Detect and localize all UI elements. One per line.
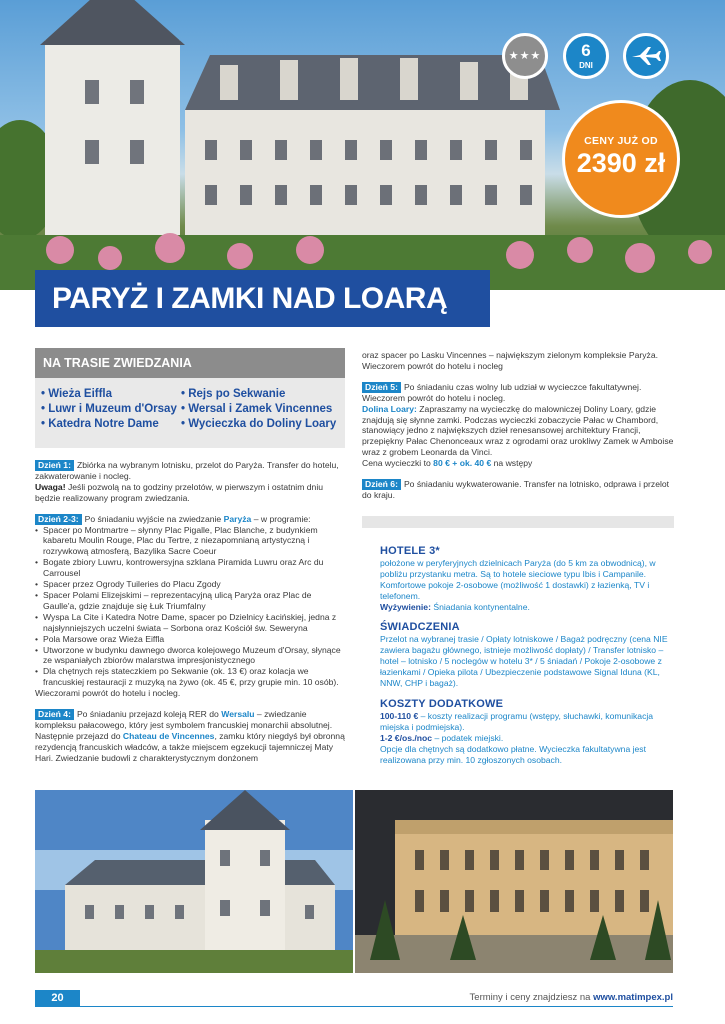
price-text-end: na wstępy	[491, 458, 533, 469]
hotel-section	[380, 546, 677, 612]
day-5-loire	[362, 404, 674, 459]
page-number: 20	[35, 990, 80, 1007]
day-4	[35, 709, 345, 764]
loire-label: Dolina Loary:	[362, 403, 417, 414]
loire-text: Zapraszamy na wycieczkę do malowniczej Doliny Loary, gdzie znajdują się słynne zamki. Podczas wycieczki zobaczycie Pałac w Chambord, stanowiący jedno z największych dzieł renesansowej architektury Francji, przepiękny Pałac Chenonceaux wraz z ogrodami oraz urokliwy Zamek w Amboise wraz z grobem Leonarda da Vinci.	[362, 403, 674, 458]
day-2-label: Dzień 2-3:	[35, 514, 82, 525]
services-text: Przelot na wybranej trasie / Opłaty lotniskowe / Bagaż podręczny (cena NIE zawiera bagażu głównego, istnieje możliwość dopłaty) / Transfer lotnisko – hotel – lotnisko / 5 noclegów w hotelu 3* / 5 śniadań / Pokoje 2-osobowe z łazienkami / Opieka pilota / Ubezpieczenie podstawowe Signal Iduna (KL, NNW, CHP i bagaż).	[380, 633, 668, 688]
price-label: CENY JUŻ OD	[584, 135, 658, 147]
costs-heading: KOSZTY DODATKOWE	[380, 698, 504, 710]
page-title: PARYŻ I ZAMKI NAD LOARĄ	[52, 282, 448, 315]
route-box	[35, 348, 345, 448]
day-4-text-c: , zamku który niegdyś był obronną rezydencją francuskich władców, a także miejscem egzekucji tajemniczej Maty Hari. Zwiedzanie budowli z charakterystycznym donżonem	[35, 730, 345, 763]
cost-2	[380, 733, 677, 744]
day-6-text: Po śniadaniu wykwaterowanie. Transfer na lotnisko, odprawa i przelot do kraju.	[362, 479, 670, 500]
day-1-text: Zbiórka na wybranym lotnisku, przelot do Paryża. Transfer do hotelu, zakwaterowanie i nocleg.	[35, 460, 339, 481]
stars-label: ★★★	[508, 50, 542, 62]
day-4-text-b: – zwiedzanie kompleksu pałacowego, który jest symbolem francuskiej monarchii absolutnej. Następnie przejazd do	[35, 709, 333, 741]
day-2-text-end: – w programie:	[251, 513, 311, 524]
day-2-3	[35, 514, 345, 525]
day-4-castle: Chateau de Vincennes	[122, 730, 215, 741]
list-item: • Spacer Polami Elizejskimi – reprezentacyjną ulicą Paryża oraz Plac de Gaulle'a, gdzie znajduje się Łuk Triumfalny	[35, 590, 345, 612]
route-item: • Luwr i Muzeum d'Orsay	[41, 403, 177, 415]
days-number: 6	[581, 41, 591, 60]
food-text: Śniadania kontynentalne.	[430, 601, 530, 612]
day-1-note	[35, 482, 345, 504]
route-item: • Wycieczka do Doliny Loary	[181, 418, 337, 430]
day-2-text: Po śniadaniu wyjście na zwiedzanie	[84, 513, 224, 524]
day-4-label: Dzień 4:	[35, 709, 74, 720]
route-item: • Rejs po Sekwanie	[181, 388, 286, 400]
stars-badge	[502, 33, 548, 79]
day-2-city: Paryża	[223, 513, 252, 524]
day-5	[362, 382, 674, 404]
day-4-text: Po śniadaniu przejazd koleją RER do	[76, 709, 222, 720]
photo-chambord	[35, 790, 353, 973]
plane-icon	[626, 36, 666, 76]
day-5-text: Po śniadaniu czas wolny lub udział w wycieczce fakultatywnej. Wieczorem powrót do hotelu i nocleg.	[362, 381, 642, 403]
cost-2-amount: 1-2 €/os./noc	[380, 732, 433, 743]
note-label: Uwaga!	[35, 481, 66, 492]
program-right	[362, 350, 674, 501]
costs-section	[380, 699, 677, 765]
price-value: 2390 zł	[576, 148, 666, 178]
trip-price: 80 € + ok. 40 €	[433, 458, 492, 469]
route-item: • Katedra Notre Dame	[41, 418, 159, 430]
day-4-continued: oraz spacer po Lasku Vincennes – największym zielonym kompleksie Paryża. Wieczorem powrót do hotelu i nocleg	[362, 350, 658, 371]
list-item: • Spacer przez Ogrody Tuileries do Placu Zgody	[35, 579, 345, 590]
plane-badge	[623, 33, 669, 79]
footer-line	[80, 1006, 673, 1007]
food-label: Wyżywienie:	[380, 601, 431, 612]
hotel-text: położone w peryferyjnych dzielnicach Paryża (do 5 km za obwodnicą), w pobliżu przystanku metra. Są to hotele sieciowe typu Ibis i Campanile. Komfortowe pokoje 2-osobowe (możliwość 1 dostawki) z łazienką, TV i telefonem.	[380, 557, 656, 601]
day-2-list	[35, 525, 345, 689]
price-text: Cena wycieczki to	[362, 458, 434, 469]
day-2-end: Wieczorami powrót do hotelu i nocleg.	[35, 688, 181, 699]
list-item: • Utworzone w budynku dawnego dworca kolejowego Muzeum d'Orsay, słynące ze wspaniałych zbiorów malarstwa impresjonistycznego	[35, 645, 345, 667]
route-item: • Wieża Eiffla	[41, 388, 113, 400]
footer-label: Terminy i ceny znajdziesz na	[469, 992, 594, 1003]
day-1	[35, 460, 345, 482]
services-heading: ŚWIADCZENIA	[380, 621, 460, 633]
hotel-food	[380, 602, 677, 613]
day-6	[362, 479, 674, 501]
list-item: • Dla chętnych rejs stateczkiem po Sekwanie (ok. 13 €) oraz kolacja we francuskiej restauracji z muzyką na żywo (ok. 45 €, przy grupie min. 10 osób).	[35, 666, 345, 688]
day-6-label: Dzień 6:	[362, 479, 401, 490]
footer-url[interactable]: www.matimpex.pl	[593, 992, 673, 1003]
cost-2-text: – podatek miejski.	[432, 732, 504, 743]
program-left	[35, 460, 345, 764]
divider-bar	[362, 516, 674, 528]
cost-1-amount: 100-110 €	[380, 710, 419, 721]
hotel-heading: HOTELE 3*	[380, 545, 440, 557]
list-item: • Bogate zbiory Luwru, kontrowersyjna szklana Piramida Luwru oraz Arc du Carrousel	[35, 557, 345, 579]
cost-3: Opcje dla chętnych są dodatkowo płatne. Wycieczka fakultatywna jest realizowana przy min. 10 zgłoszonych osobach.	[380, 743, 646, 765]
cost-1-text: – koszty realizacji programu (wstępy, słuchawki, komunikacja miejska i podmiejska).	[380, 710, 654, 732]
price-badge	[562, 100, 680, 218]
list-item: • Wyspa La Cite i Katedra Notre Dame, spacer po Dzielnicy Łacińskiej, jedna z najsłynniejszych uczelni świata – Sorbona oraz Kościół św. Seweryna	[35, 612, 345, 634]
cost-1	[380, 711, 677, 733]
day-1-label: Dzień 1:	[35, 460, 74, 471]
services-section	[380, 622, 677, 688]
route-heading: NA TRASIE ZWIEDZANIA	[35, 348, 345, 378]
note-text: Jeśli pozwolą na to godziny przelotów, w pierwszym i ostatnim dniu będzie realizowany program zwiedzania.	[35, 481, 324, 503]
list-item: • Pola Marsowe oraz Wieża Eiffla	[35, 634, 345, 645]
title-bar	[35, 270, 490, 327]
days-unit: DNI	[579, 61, 593, 70]
day-5-price	[362, 458, 674, 469]
hero-photo-chenonceau	[0, 0, 725, 290]
day-5-label: Dzień 5:	[362, 382, 401, 393]
route-item: • Wersal i Zamek Vincennes	[181, 403, 333, 415]
photo-versailles	[355, 790, 673, 973]
list-item: • Spacer po Montmartre – słynny Plac Pigalle, Plac Blanche, z budynkiem kabaretu Moulin Rouge, Plac du Tertre, z niezapomnianą artystyczną i rozrywkową atmosferą, Bazylika Sacre Coeur	[35, 525, 345, 558]
day-4-city: Wersalu	[221, 709, 255, 720]
footer-text	[470, 992, 673, 1003]
route-list	[35, 378, 345, 430]
days-badge	[563, 33, 609, 79]
